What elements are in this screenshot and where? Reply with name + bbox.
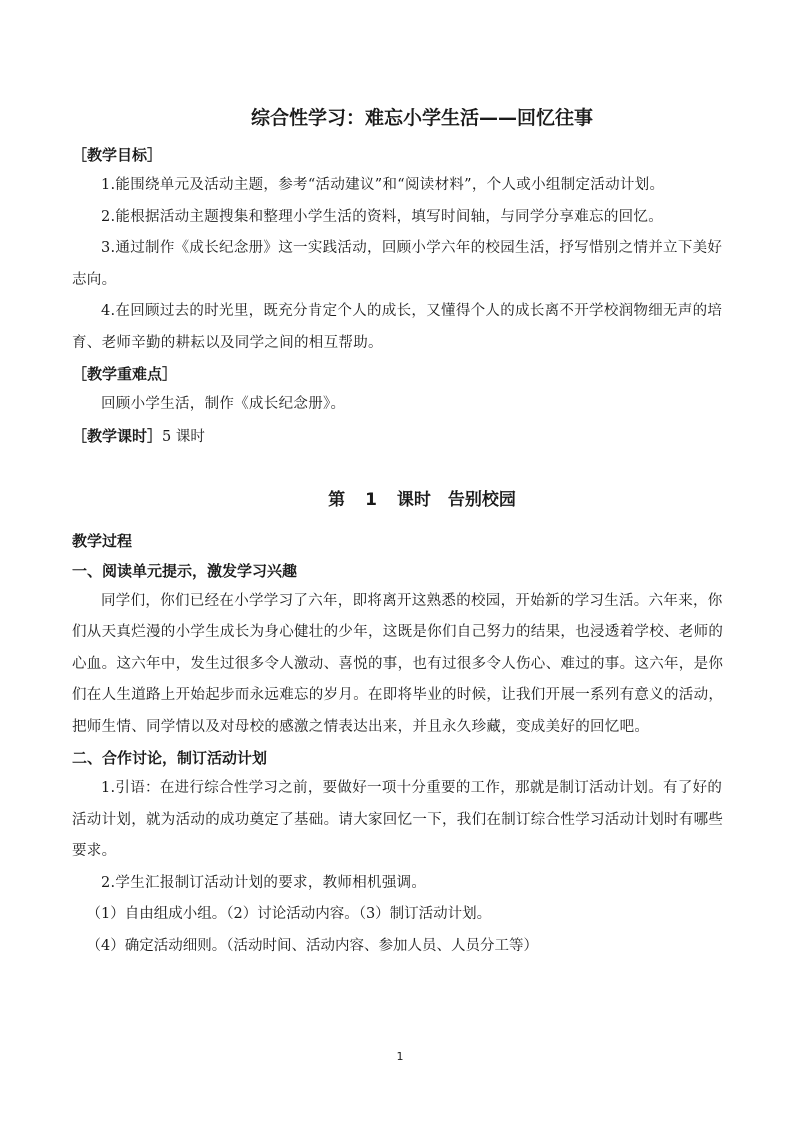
class-hours-heading: ［教学课时］ [72,426,163,445]
objective-item-3: 3.通过制作《成长纪念册》这一实践活动，回顾小学六年的校园生活，抒写惜别之情并立下美好志向。 [72,240,723,288]
section-2-list-1: （1）自由组成小组。（2）讨论活动内容。（3）制订活动计划。 [86,906,492,922]
page-number: 1 [396,1050,404,1063]
lesson-title: 第 1 课时 告别校园 [328,489,516,510]
section-2-paragraph-1: 1.引语：在进行综合性学习之前，要做好一项十分重要的工作，那就是制订活动计划。有了好的活动计划，就为活动的成功奠定了基础。请大家回忆一下，我们在制订综合性学习活动计划时有哪些要求。 [72,780,724,859]
key-points-heading: ［教学重难点］ [72,365,178,383]
document-content [72,104,732,962]
objective-item-4: 4.在回顾过去的时光里，既充分肯定个人的成长，又懂得个人的成长离不开学校润物细无声的培育、老师辛勤的耕耘以及同学之间的相互帮助。 [72,303,723,351]
section-1-heading: 一、阅读单元提示，激发学习兴趣 [72,561,298,580]
process-heading: 教学过程 [72,531,133,550]
document-title: 综合性学习：难忘小学生活——回忆往事 [250,107,593,129]
section-2-heading: 二、合作讨论，制订活动计划 [72,749,268,767]
section-2-list-2: （4）确定活动细则。（活动时间、活动内容、参加人员、人员分工等） [86,937,538,954]
key-points-text: 回顾小学生活，制作《成长纪念册》。 [101,396,346,412]
class-hours-line [72,421,732,452]
objective-item-2: 2.能根据活动主题搜集和整理小学生活的资料，填写时间轴，与同学分享难忘的回忆。 [101,208,664,225]
objective-item-1: 1.能围绕单元及活动主题，参考“活动建议”和“阅读材料”，个人或小组制定活动计划。 [101,177,665,193]
section-1-paragraph: 同学们，你们已经在小学学习了六年，即将离开这熟悉的校园，开始新的学习生活。六年来，你们从天真烂漫的小学生成长为身心健壮的少年，这既是你们自己努力的结果，也浸透着学校、老师的心血。这六年中，发生过很多令人激动、喜悦的事，也有过很多令人伤心、难过的事。这六年，是你们在人生道路上开始起步而永远难忘的岁月。在即将毕业的时候，让我们开展一系列有意义的活动，把师生情、同学情以及对母校的感激之情表达出来，并且永久珍藏，变成美好的回忆吧。 [72,592,724,735]
section-2-paragraph-2: 2.学生汇报制订活动计划的要求，教师相机强调。 [101,874,427,891]
class-hours-value: 5 课时 [162,428,205,445]
objectives-heading: ［教学目标］ [72,146,163,164]
